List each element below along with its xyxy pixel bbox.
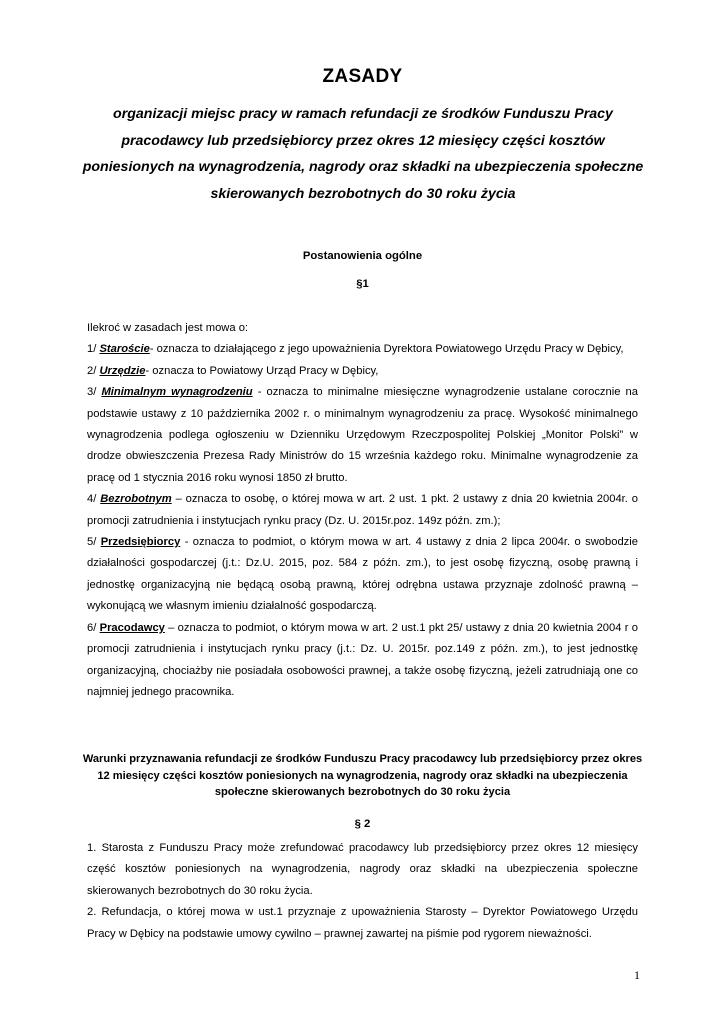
definition-term: Przedsiębiorcy	[100, 536, 181, 549]
document-subtitle: organizacji miejsc pracy w ramach refundacji ze środków Funduszu Pracy pracodawcy lub przedsiębiorcy przez okres 12 miesięcy części kosztów poniesionych na wynagrodzenia, nagrody oraz składki na ubezpieczenia społeczne skierowanych bezrobotnych do 30 roku życia	[82, 106, 644, 202]
definition-3	[87, 382, 638, 489]
document-title: ZASADY	[322, 66, 403, 87]
definition-number: 6/	[87, 621, 100, 634]
definition-number: 4/	[87, 493, 101, 506]
definition-term: Urzędzie	[99, 364, 146, 377]
definition-5	[87, 532, 638, 618]
definition-text: – oznacza to osobę, o której mowa w art. 2 ust. 1 pkt. 2 ustawy z dnia 20 kwietnia 2004r. o promocji zatrudnienia i instytucjach rynku pracy (Dz. U. 2015r.poz. 149z późn. zm.);	[87, 493, 638, 527]
definition-6	[87, 618, 638, 704]
definitions-intro: Ilekroć w zasadach jest mowa o:	[87, 322, 249, 334]
condition-point-2: 2. Refundacja, o której mowa w ust.1 przyznaje z upoważnienia Starosty – Dyrektor Powiatowego Urzędu Pracy w Dębicy na podstawie umowy cywilno – prawnej zawartej na piśmie pod rygorem nieważności.	[87, 906, 638, 940]
page-number: 1	[634, 968, 640, 982]
definition-term: Pracodawcy	[99, 621, 165, 634]
definition-text: - oznacza to Powiatowy Urząd Pracy w Dębicy,	[145, 364, 379, 377]
definition-number: 3/	[87, 386, 102, 399]
section-heading-conditions: Warunki przyznawania refundacji ze środków Funduszu Pracy pracodawcy lub przedsiębiorcy przez okres 12 miesięcy części kosztów poniesionych na wynagrodzenia, nagrody oraz składki na ubezpieczenia społeczne skierowanych bezrobotnych do 30 roku życia	[82, 753, 643, 798]
paragraph-mark-2: § 2	[354, 818, 371, 830]
definition-2	[87, 361, 638, 382]
definition-number: 1/	[87, 343, 100, 356]
definition-text: - oznacza to podmiot, o którym mowa w art. 4 ustawy z dnia 2 lipca 2004r. o swobodzie działalności gospodarczej (j.t.: Dz.U. 2015, poz. 584 z późn. zm.), to jest osobę fizyczną, osobę prawną i jednostkę organizacyjną nie będącą osobą prawną, której odrębna ustawa przyznaje zdolność prawną – wykonującą we własnym imieniu działalność gospodarczą.	[87, 536, 638, 613]
definitions-block	[87, 318, 638, 703]
definition-text: - oznacza to działającego z jego upoważnienia Dyrektora Powiatowego Urzędu Pracy w Dębicy,	[149, 343, 624, 356]
section-heading-general: Postanowienia ogólne	[302, 250, 423, 262]
paragraph-mark-1: §1	[356, 278, 369, 290]
definition-text: - oznacza to minimalne miesięczne wynagrodzenie ustalane corocznie na podstawie ustawy z 10 października 2002 r. o minimalnym wynagrodzeniu za pracę. Wysokość minimalnego wynagrodzenia podlega ogłoszeniu w Dzienniku Urzędowym Rzeczpospolitej Polskiej „Monitor Polski” w drodze obwieszczenia Prezesa Rady Ministrów do 15 września każdego roku. Minimalne wynagrodzenie za pracę od 1 stycznia 2016 roku wynosi 1850 zł brutto.	[87, 386, 638, 484]
definition-term: Bezrobotnym	[100, 493, 172, 506]
condition-point-1: 1. Starosta z Funduszu Pracy może zrefundować pracodawcy lub przedsiębiorcy przez okres 12 miesięcy część kosztów poniesionych na wynagrodzenia, nagrody oraz składki na ubezpieczenia społeczne skierowanych bezrobotnych do 30 roku życia.	[87, 842, 638, 897]
definition-term: Minimalnym wynagrodzeniu	[101, 386, 253, 399]
definition-4	[87, 489, 638, 532]
definition-text: – oznacza to podmiot, o którym mowa w art. 2 ust.1 pkt 25/ ustawy z dnia 20 kwietnia 2004 r o promocji zatrudnienia i instytucjach rynku pracy (j.t.: Dz. U. 2015r. poz.149 z późn. zm.), to jest jednostkę organizacyjną, chociażby nie posiadała osobowości prawnej, a także osobę fizyczną, jeżeli zatrudniają one co najmniej jednego pracownika.	[87, 621, 638, 698]
definition-number: 2/	[87, 364, 100, 377]
conditions-block	[87, 838, 638, 945]
definition-number: 5/	[87, 536, 101, 549]
definition-term: Staroście	[99, 343, 150, 356]
definition-1	[87, 339, 638, 360]
